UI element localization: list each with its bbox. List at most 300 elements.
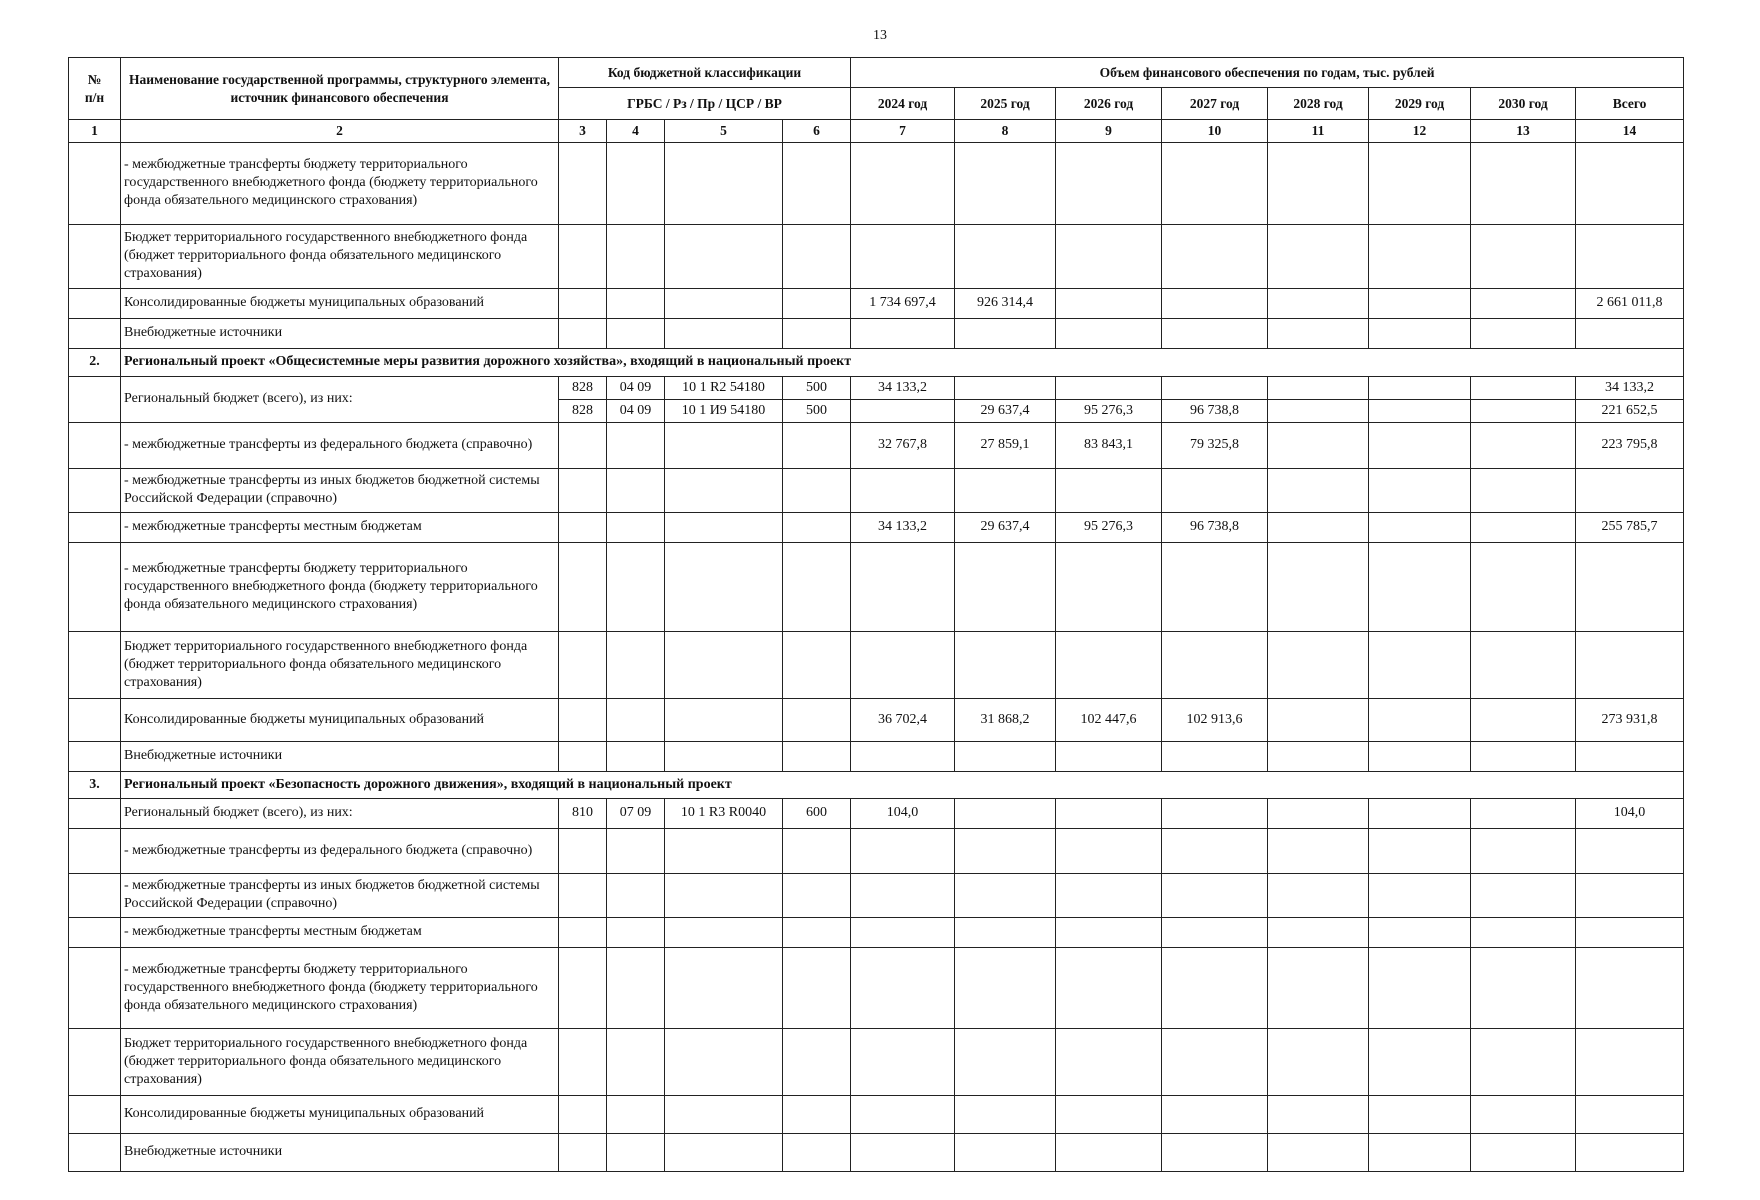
value-cell (1162, 631, 1268, 698)
value-cell (955, 318, 1056, 348)
code-cell: 500 (783, 376, 851, 399)
header-volume-group: Объем финансового обеспечения по годам, тыс. рублей (851, 58, 1684, 88)
value-cell (1369, 698, 1471, 741)
value-cell (1369, 542, 1471, 631)
total-cell (1576, 947, 1684, 1028)
value-cell: 96 738,8 (1162, 399, 1268, 422)
row-name: Консолидированные бюджеты муниципальных образований (121, 1095, 559, 1133)
column-number: 3 (559, 120, 607, 143)
total-cell: 255 785,7 (1576, 512, 1684, 542)
table-row (69, 318, 1684, 348)
value-cell (1471, 1133, 1576, 1171)
value-cell (1056, 798, 1162, 828)
table-row (69, 376, 1684, 399)
code-cell (665, 917, 783, 947)
page-number: 13 (873, 28, 887, 43)
table-row (69, 1095, 1684, 1133)
value-cell: 95 276,3 (1056, 399, 1162, 422)
code-cell (607, 422, 665, 468)
row-name: - межбюджетные трансферты из федерального бюджета (справочно) (121, 422, 559, 468)
code-cell (783, 917, 851, 947)
code-cell (607, 288, 665, 318)
table-row (69, 542, 1684, 631)
code-cell (607, 917, 665, 947)
value-cell (1471, 828, 1576, 873)
code-cell: 07 09 (607, 798, 665, 828)
row-name: Региональный бюджет (всего), из них: (121, 798, 559, 828)
header-num: № п/н (69, 58, 121, 120)
value-cell (1162, 828, 1268, 873)
code-cell: 828 (559, 399, 607, 422)
value-cell (1471, 698, 1576, 741)
value-cell (1369, 1095, 1471, 1133)
value-cell (955, 1095, 1056, 1133)
code-cell (607, 828, 665, 873)
code-cell (783, 422, 851, 468)
value-cell (1268, 422, 1369, 468)
value-cell (1471, 468, 1576, 512)
value-cell (955, 542, 1056, 631)
value-cell (851, 741, 955, 771)
value-cell (1369, 422, 1471, 468)
table-row (69, 1028, 1684, 1095)
table-row (69, 631, 1684, 698)
value-cell (1369, 224, 1471, 288)
value-cell (1471, 542, 1576, 631)
value-cell (955, 376, 1056, 399)
section-row (69, 771, 1684, 798)
value-cell (1056, 873, 1162, 917)
value-cell (1056, 542, 1162, 631)
row-number (69, 1095, 121, 1133)
value-cell (1369, 947, 1471, 1028)
code-cell (783, 318, 851, 348)
code-cell (559, 288, 607, 318)
row-number (69, 873, 121, 917)
section-number: 3. (69, 771, 121, 798)
row-number (69, 828, 121, 873)
code-cell (783, 873, 851, 917)
value-cell (1162, 798, 1268, 828)
code-cell (665, 542, 783, 631)
section-number: 2. (69, 348, 121, 376)
code-cell (665, 1028, 783, 1095)
value-cell (1471, 741, 1576, 771)
value-cell (1056, 318, 1162, 348)
value-cell (1162, 917, 1268, 947)
value-cell (955, 142, 1056, 224)
column-number: 7 (851, 120, 955, 143)
code-cell (559, 873, 607, 917)
value-cell (1471, 142, 1576, 224)
code-cell (783, 512, 851, 542)
row-number (69, 288, 121, 318)
header-year: 2030 год (1471, 88, 1576, 120)
code-cell (559, 318, 607, 348)
code-cell (783, 1095, 851, 1133)
value-cell (1162, 376, 1268, 399)
row-name: Бюджет территориального государственного внебюджетного фонда (бюджет территориального фонда обязательного медицинского страхования) (121, 224, 559, 288)
total-cell: 273 931,8 (1576, 698, 1684, 741)
value-cell: 926 314,4 (955, 288, 1056, 318)
value-cell (1369, 288, 1471, 318)
code-cell (783, 1133, 851, 1171)
row-name: Внебюджетные источники (121, 1133, 559, 1171)
value-cell (1056, 288, 1162, 318)
table-row (69, 422, 1684, 468)
value-cell (1471, 1028, 1576, 1095)
value-cell (1162, 873, 1268, 917)
code-cell: 600 (783, 798, 851, 828)
column-number: 8 (955, 120, 1056, 143)
row-name: - межбюджетные трансферты из иных бюджетов бюджетной системы Российской Федерации (справочно) (121, 468, 559, 512)
value-cell (1369, 512, 1471, 542)
value-cell (1162, 947, 1268, 1028)
value-cell (1369, 798, 1471, 828)
table-row (69, 224, 1684, 288)
value-cell (1268, 631, 1369, 698)
value-cell (851, 873, 955, 917)
header-code-sub: ГРБС / Рз / Пр / ЦСР / ВР (559, 88, 851, 120)
column-number: 6 (783, 120, 851, 143)
row-name: - межбюджетные трансферты местным бюджетам (121, 512, 559, 542)
code-cell (783, 631, 851, 698)
code-cell (607, 318, 665, 348)
table-row (69, 288, 1684, 318)
header-year: 2029 год (1369, 88, 1471, 120)
value-cell (1268, 376, 1369, 399)
value-cell (851, 1133, 955, 1171)
table-row (69, 698, 1684, 741)
code-cell (559, 1133, 607, 1171)
code-cell (607, 468, 665, 512)
code-cell (607, 1133, 665, 1171)
code-cell (783, 142, 851, 224)
row-number (69, 698, 121, 741)
code-cell (665, 468, 783, 512)
value-cell (851, 468, 955, 512)
value-cell (1369, 468, 1471, 512)
row-number (69, 422, 121, 468)
value-cell (1268, 542, 1369, 631)
total-cell (1576, 318, 1684, 348)
table-row (69, 873, 1684, 917)
code-cell (607, 1095, 665, 1133)
value-cell (1369, 631, 1471, 698)
value-cell (1471, 917, 1576, 947)
row-number (69, 798, 121, 828)
value-cell (1471, 422, 1576, 468)
value-cell (1369, 828, 1471, 873)
value-cell: 83 843,1 (1056, 422, 1162, 468)
value-cell: 79 325,8 (1162, 422, 1268, 468)
value-cell (1162, 288, 1268, 318)
value-cell (1268, 224, 1369, 288)
code-cell (783, 542, 851, 631)
value-cell (851, 917, 955, 947)
value-cell: 34 133,2 (851, 512, 955, 542)
column-number: 9 (1056, 120, 1162, 143)
value-cell: 31 868,2 (955, 698, 1056, 741)
row-name: - межбюджетные трансферты бюджету территориального государственного внебюджетного фонда (бюджету территориального фонда обязательного медицинского страхования) (121, 947, 559, 1028)
code-cell: 10 1 R3 R0040 (665, 798, 783, 828)
code-cell (607, 741, 665, 771)
value-cell (1056, 917, 1162, 947)
value-cell (1471, 318, 1576, 348)
value-cell (1268, 917, 1369, 947)
value-cell (1268, 798, 1369, 828)
total-cell (1576, 1095, 1684, 1133)
code-cell (559, 741, 607, 771)
code-cell (607, 224, 665, 288)
row-number (69, 947, 121, 1028)
value-cell: 102 447,6 (1056, 698, 1162, 741)
value-cell (1369, 873, 1471, 917)
row-number (69, 224, 121, 288)
row-name: - межбюджетные трансферты местным бюджетам (121, 917, 559, 947)
value-cell (1268, 947, 1369, 1028)
value-cell (955, 224, 1056, 288)
row-name: Внебюджетные источники (121, 318, 559, 348)
value-cell (1268, 399, 1369, 422)
value-cell (1056, 1095, 1162, 1133)
code-cell (559, 542, 607, 631)
value-cell (1268, 512, 1369, 542)
column-number: 4 (607, 120, 665, 143)
code-cell (665, 318, 783, 348)
row-name: Бюджет территориального государственного внебюджетного фонда (бюджет территориального фонда обязательного медицинского страхования) (121, 631, 559, 698)
code-cell: 500 (783, 399, 851, 422)
total-cell (1576, 142, 1684, 224)
value-cell (1162, 542, 1268, 631)
value-cell (1056, 828, 1162, 873)
code-cell (783, 947, 851, 1028)
table-row (69, 1133, 1684, 1171)
value-cell (1268, 288, 1369, 318)
code-cell (783, 741, 851, 771)
value-cell (851, 318, 955, 348)
code-cell (665, 512, 783, 542)
value-cell (955, 917, 1056, 947)
value-cell (851, 399, 955, 422)
value-cell (1268, 1095, 1369, 1133)
code-cell (783, 698, 851, 741)
value-cell (1369, 1133, 1471, 1171)
value-cell (1056, 631, 1162, 698)
value-cell (1369, 917, 1471, 947)
value-cell (1369, 376, 1471, 399)
code-cell (559, 468, 607, 512)
code-cell (665, 741, 783, 771)
value-cell (1471, 631, 1576, 698)
code-cell: 04 09 (607, 376, 665, 399)
column-number: 13 (1471, 120, 1576, 143)
table-row (69, 142, 1684, 224)
total-cell: 223 795,8 (1576, 422, 1684, 468)
code-cell (783, 224, 851, 288)
value-cell (851, 947, 955, 1028)
row-name: Консолидированные бюджеты муниципальных образований (121, 698, 559, 741)
value-cell (1471, 288, 1576, 318)
budget-table (68, 57, 1684, 1172)
row-name: - межбюджетные трансферты из иных бюджетов бюджетной системы Российской Федерации (справочно) (121, 873, 559, 917)
code-cell (665, 224, 783, 288)
header-year: 2027 год (1162, 88, 1268, 120)
value-cell (851, 631, 955, 698)
total-cell: 34 133,2 (1576, 376, 1684, 399)
column-number: 1 (69, 120, 121, 143)
code-cell (559, 828, 607, 873)
total-cell (1576, 917, 1684, 947)
row-number (69, 631, 121, 698)
value-cell (1268, 1028, 1369, 1095)
value-cell: 102 913,6 (1162, 698, 1268, 741)
code-cell: 10 1 R2 54180 (665, 376, 783, 399)
value-cell: 96 738,8 (1162, 512, 1268, 542)
value-cell (1056, 142, 1162, 224)
total-cell: 2 661 011,8 (1576, 288, 1684, 318)
value-cell (1471, 947, 1576, 1028)
value-cell (1056, 224, 1162, 288)
code-cell (559, 1028, 607, 1095)
row-name: Консолидированные бюджеты муниципальных образований (121, 288, 559, 318)
row-number (69, 512, 121, 542)
value-cell (1056, 947, 1162, 1028)
total-cell (1576, 224, 1684, 288)
row-number (69, 468, 121, 512)
value-cell (1162, 142, 1268, 224)
code-cell (665, 1133, 783, 1171)
header-name: Наименование государственной программы, структурного элемента, источник финансового обеспечения (121, 58, 559, 120)
value-cell (955, 1028, 1056, 1095)
column-number: 14 (1576, 120, 1684, 143)
value-cell: 29 637,4 (955, 399, 1056, 422)
code-cell (559, 631, 607, 698)
code-cell (783, 288, 851, 318)
value-cell (851, 828, 955, 873)
value-cell (1268, 741, 1369, 771)
column-number: 12 (1369, 120, 1471, 143)
code-cell (607, 698, 665, 741)
code-cell (607, 947, 665, 1028)
code-cell (559, 142, 607, 224)
value-cell (1268, 1133, 1369, 1171)
code-cell: 04 09 (607, 399, 665, 422)
code-cell (559, 224, 607, 288)
header-year: 2025 год (955, 88, 1056, 120)
value-cell (1162, 318, 1268, 348)
code-cell (607, 1028, 665, 1095)
value-cell (1471, 873, 1576, 917)
column-number: 2 (121, 120, 559, 143)
value-cell (955, 798, 1056, 828)
total-cell (1576, 1133, 1684, 1171)
code-cell (665, 288, 783, 318)
row-number (69, 1028, 121, 1095)
row-name: - межбюджетные трансферты из федерального бюджета (справочно) (121, 828, 559, 873)
value-cell: 29 637,4 (955, 512, 1056, 542)
header-year: 2028 год (1268, 88, 1369, 120)
table-row (69, 741, 1684, 771)
table-body (69, 142, 1684, 1171)
column-number: 5 (665, 120, 783, 143)
code-cell (559, 1095, 607, 1133)
code-cell: 10 1 И9 54180 (665, 399, 783, 422)
table-row (69, 512, 1684, 542)
code-cell (665, 873, 783, 917)
code-cell (559, 512, 607, 542)
value-cell (1268, 318, 1369, 348)
code-cell (607, 512, 665, 542)
header-code-group: Код бюджетной классификации (559, 58, 851, 88)
row-number (69, 376, 121, 422)
table-row (69, 917, 1684, 947)
total-cell (1576, 741, 1684, 771)
section-title: Региональный проект «Безопасность дорожного движения», входящий в национальный проект (121, 771, 1684, 798)
code-cell (559, 947, 607, 1028)
value-cell (1162, 1095, 1268, 1133)
column-number: 11 (1268, 120, 1369, 143)
code-cell (665, 947, 783, 1028)
code-cell (665, 698, 783, 741)
row-name: Бюджет территориального государственного внебюджетного фонда (бюджет территориального фонда обязательного медицинского страхования) (121, 1028, 559, 1095)
code-cell (607, 142, 665, 224)
section-title: Региональный проект «Общесистемные меры развития дорожного хозяйства», входящий в национальный проект (121, 348, 1684, 376)
code-cell (559, 422, 607, 468)
value-cell (1471, 512, 1576, 542)
code-cell: 828 (559, 376, 607, 399)
code-cell (665, 828, 783, 873)
row-number (69, 542, 121, 631)
code-cell (607, 542, 665, 631)
row-number (69, 142, 121, 224)
value-cell (955, 468, 1056, 512)
value-cell (1162, 468, 1268, 512)
value-cell (1268, 468, 1369, 512)
value-cell (1369, 741, 1471, 771)
value-cell (1471, 798, 1576, 828)
code-cell: 810 (559, 798, 607, 828)
value-cell (851, 1095, 955, 1133)
total-cell: 104,0 (1576, 798, 1684, 828)
value-cell (1369, 318, 1471, 348)
value-cell (1056, 468, 1162, 512)
total-cell (1576, 542, 1684, 631)
value-cell (1268, 828, 1369, 873)
value-cell (1268, 142, 1369, 224)
value-cell (851, 542, 955, 631)
total-cell (1576, 1028, 1684, 1095)
code-cell (783, 1028, 851, 1095)
value-cell (955, 873, 1056, 917)
value-cell (1471, 1095, 1576, 1133)
value-cell: 27 859,1 (955, 422, 1056, 468)
column-number: 10 (1162, 120, 1268, 143)
code-cell (607, 873, 665, 917)
value-cell (1268, 873, 1369, 917)
value-cell (851, 142, 955, 224)
row-name: - межбюджетные трансферты бюджету территориального государственного внебюджетного фонда (бюджету территориального фонда обязательного медицинского страхования) (121, 142, 559, 224)
row-name: Внебюджетные источники (121, 741, 559, 771)
value-cell (1162, 1028, 1268, 1095)
total-cell (1576, 873, 1684, 917)
total-cell: 221 652,5 (1576, 399, 1684, 422)
header-year: 2026 год (1056, 88, 1162, 120)
table-row (69, 828, 1684, 873)
code-cell (783, 828, 851, 873)
value-cell (1162, 741, 1268, 771)
value-cell (1369, 399, 1471, 422)
